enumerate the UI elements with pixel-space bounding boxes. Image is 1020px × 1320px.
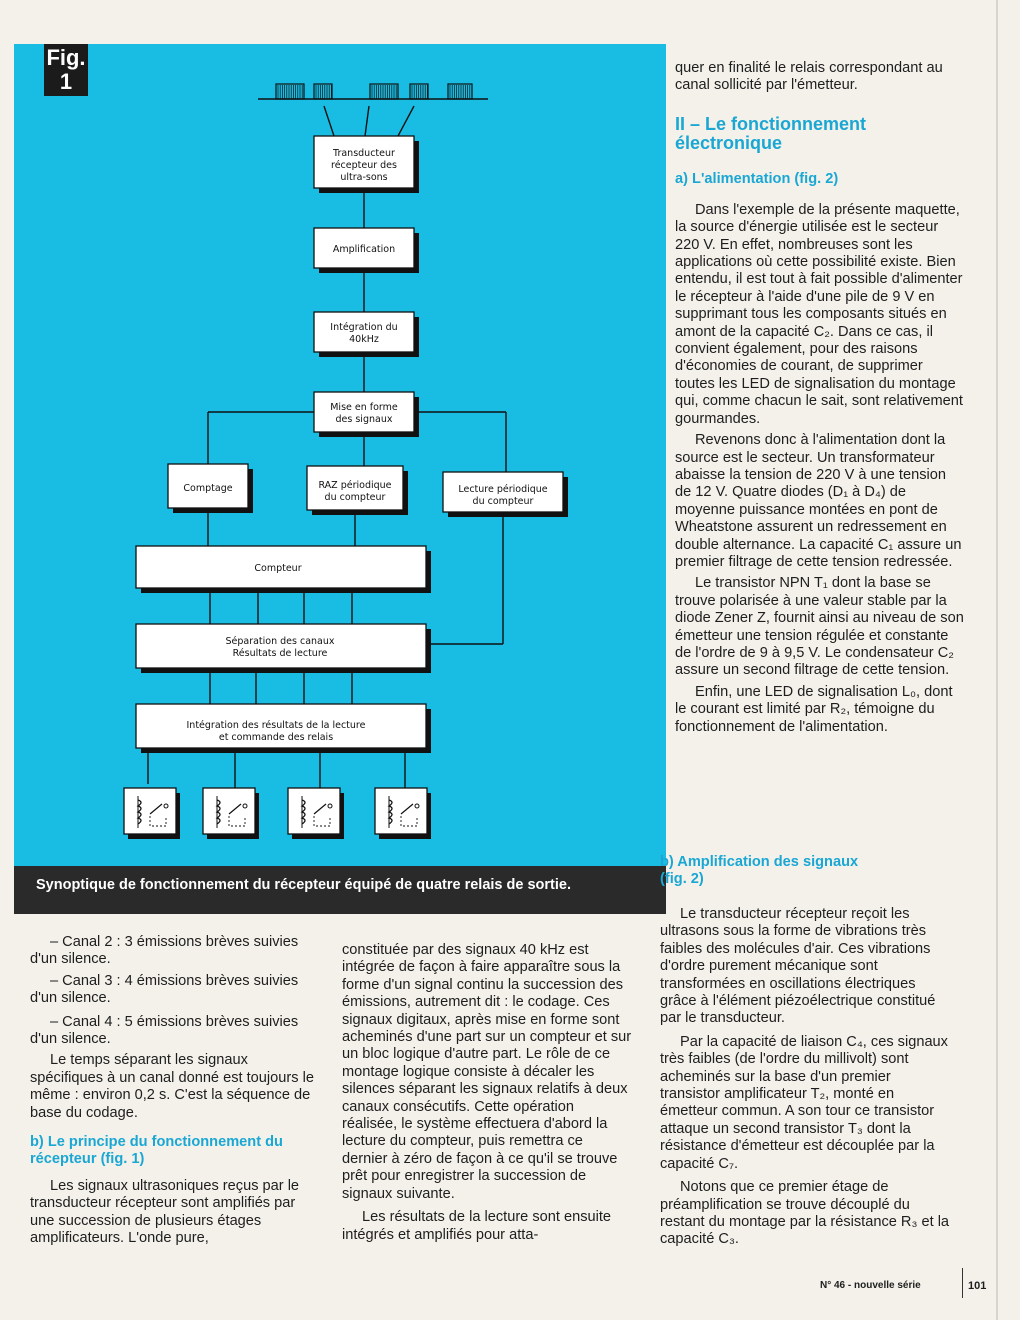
block-periodic-reading [443, 472, 568, 517]
paragraph: Dans l'exemple de la présente maquette, la source d'énergie utilisée est le secteur 220 V. En effet, nombreuses sont les applications où cette possibilité existe. Bien entendu, il est tout à fait possible d'alimenter le récepteur à l'aide d'une pile de 9 V en supprimant tous les composants situés en amont de la capacité C₂. Dans ce cas, il convient également, pour des raisons d'économies de courant, de supprimer toutes les LED de signalisation du montage qui, comme chacun le sait, sont relativement gourmandes. [675, 201, 963, 427]
ultrasonic-burst-waveform [258, 84, 488, 99]
section-title [675, 115, 965, 153]
burst [370, 84, 398, 99]
block-diagram [14, 44, 666, 866]
block-counter [136, 546, 431, 593]
svg-text:Lecture périodiquedu compteur: Lecture périodique du compteur [458, 484, 548, 507]
figure-caption: Synoptique de fonctionnement du récepteur équipé de quatre relais de sortie. [14, 866, 666, 914]
burst [410, 84, 428, 99]
block-periodic-reset [307, 466, 408, 515]
paragraph: Les signaux ultrasoniques reçus par le transducteur récepteur sont amplifiés par une succession de plusieurs étages amplificateurs. L'onde pure, [30, 1178, 300, 1247]
footer-divider [962, 1268, 963, 1298]
svg-text:Séparation des canauxRésultats: Séparation des canaux Résultats de lecture [225, 636, 335, 659]
issue-label: N° 46 - nouvelle série [820, 1280, 921, 1291]
paragraph: Revenons donc à l'alimentation dont la source est le secteur. Un transformateur abaisse la tension de 220 V à une tension de 12 V. Quatre diodes (D₁ à D₄) de moyenne puissance montées en pont de Wheatstone assurent un redressement en double alternance. La capacité C₁ assure un premier filtrage de cette tension redressée. [675, 432, 962, 570]
section-heading-line: b) Amplification des signaux [660, 854, 859, 870]
block-integration-40khz [314, 312, 419, 357]
burst [276, 84, 304, 99]
block-amplification [314, 228, 419, 273]
relay-icon [375, 788, 431, 839]
section-heading-line: (fig. 2) [660, 871, 704, 887]
paragraph: Le transducteur récepteur reçoit les ultrasons sous la forme de vibrations très faibles des molécules d'air. Ces vibrations d'ordre purement mécanique sont transformées en oscillations électriques grâce à l'élément piézoélectrique constitué par le transducteur. [660, 906, 936, 1027]
block-relay-command [136, 704, 431, 753]
page-number: 101 [968, 1280, 987, 1292]
burst [448, 84, 472, 99]
svg-text:Intégration des résultats de l: Intégration des résultats de la lecture et commande des relais [186, 720, 366, 743]
column-2 [342, 942, 632, 1244]
column-3 [675, 60, 965, 736]
column-1 [30, 934, 320, 1248]
section-heading: a) L'alimentation (fig. 2) [675, 170, 839, 187]
block-signal-shaping [314, 392, 419, 437]
paragraph: Enfin, une LED de signalisation L₀, dont le courant est limité par R₂, témoigne du fonctionnement de l'alimentation. [675, 683, 953, 735]
paragraph: Le transistor NPN T₁ dont la base se trouve polarisée à une valeur stable par la diode Zener Z, fournit ainsi au niveau de son émetteur une tension régulée et constante de l'ordre de 9 à 9,5 V. Le condensateur C₂ assure un second filtrage de cette tension. [675, 575, 964, 679]
svg-text:Mise en formedes signaux: Mise en forme des signaux [330, 402, 398, 425]
burst [314, 84, 332, 99]
paragraph: Le temps séparant les signaux spécifiques à un canal donné est toujours le même : environ 0,2 s. C'est la séquence de base du codage. [30, 1052, 314, 1121]
svg-text:RAZ périodiquedu compteur: RAZ périodique du compteur [318, 480, 392, 503]
paragraph: Par la capacité de liaison C₄, ces signaux très faibles (de l'ordre du millivolt) sont acheminés sur la base d'un premier transistor amplificateur T₂, monté en émetteur commun. A son tour ce transistor attaque un second transistor T₃ dont la résistance d'émetteur est découplée par la capacité C₇. [660, 1033, 948, 1172]
svg-text:Comptage: Comptage [183, 483, 233, 494]
figure-tag-number: 1 [59, 69, 73, 94]
section-title-line: II – Le fonctionnement [675, 113, 867, 134]
paragraph: Les résultats de la lecture sont ensuite intégrés et amplifiés pour atta- [342, 1209, 612, 1243]
paragraph: constituée par des signaux 40 kHz est intégrée de façon à faire apparaître sous la forme d'un signal continu la succession des émissions, autrement dit : le codage. Ces signaux digitaux, après mise en forme sont acheminés d'une part sur un compteur et sur un bloc logique d'autre part. Le rôle de ce montage logique consiste à décaler les silences séparant les signaux relatifs à deux canaux consécutifs. Cette opération réalisée, le système effectuera d'abord la lecture du compteur, puis remettra ce dernier à zéro de façon à ce qu'il se trouve prêt pour enregistrer la succession de signaux suivante. [342, 942, 632, 1202]
block-transducer [314, 136, 419, 193]
page-edge [996, 0, 998, 1320]
svg-text:Compteur: Compteur [254, 563, 302, 574]
svg-text:Amplification: Amplification [332, 244, 396, 255]
svg-text:Transducteurrécepteur desultra: Transducteur récepteur des ultra-sons [331, 148, 397, 183]
figure-tag-label: Fig. [46, 45, 86, 70]
relay-icon [288, 788, 344, 839]
column-4 [660, 854, 950, 1249]
paragraph: – Canal 4 : 5 émissions brèves suivies d'un silence. [30, 1013, 299, 1048]
section-title-line: électronique [675, 132, 783, 153]
paragraph: – Canal 2 : 3 émissions brèves suivies d'un silence. [30, 934, 299, 968]
paragraph: – Canal 3 : 4 émissions brèves suivies d'un silence. [30, 972, 299, 1007]
relay-icon [203, 788, 259, 839]
figure-tag [44, 44, 88, 96]
block-channel-separation [136, 624, 431, 673]
section-heading [660, 854, 950, 888]
block-counting [168, 464, 253, 513]
paragraph: quer en finalité le relais correspondant au canal sollicité par l'émetteur. [675, 60, 943, 94]
svg-text:Intégration du40kHz: Intégration du 40kHz [330, 322, 398, 345]
section-heading: b) Le principe du fonctionnement du récepteur (fig. 1) [30, 1134, 283, 1168]
paragraph: Notons que ce premier étage de préamplification se trouve découplé du restant du montage par la résistance R₃ et la capacité C₃. [660, 1179, 950, 1248]
relay-icon [124, 788, 180, 839]
